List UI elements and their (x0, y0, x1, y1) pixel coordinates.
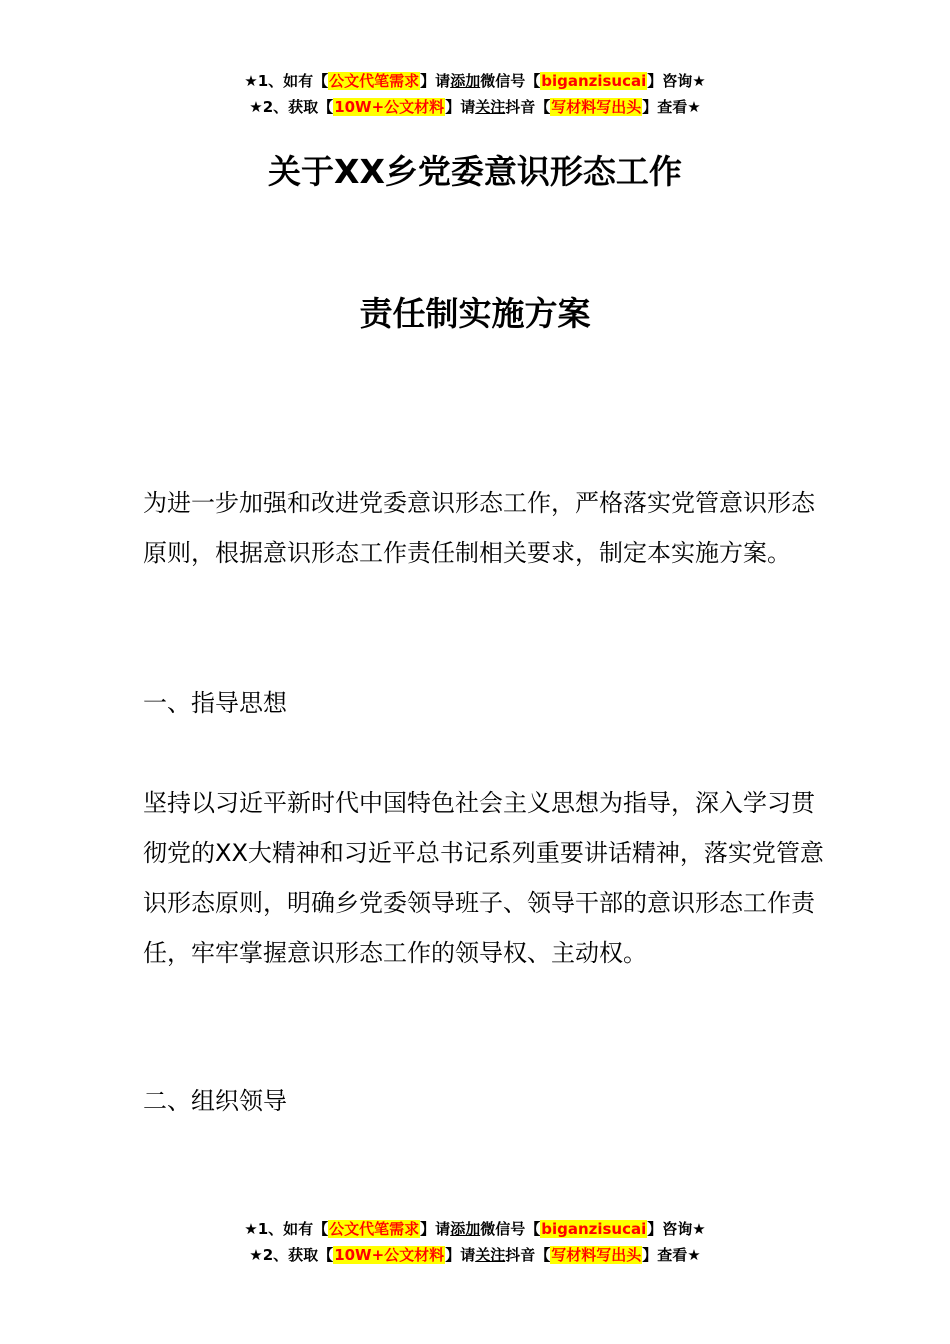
intro-paragraph: 为进一步加强和改进党委意识形态工作，严格落实党管意识形态原则，根据意识形态工作责任制相关要求，制定本实施方案。 (143, 489, 815, 567)
promo-emphasis: 添加 (450, 1220, 481, 1238)
promo-highlight: 10W+公文材料 (334, 98, 445, 116)
promo-text: ★1、如有【 (244, 72, 329, 90)
promo-banner-bottom (0, 1216, 950, 1268)
document-title-line-1: 关于XX乡党委意识形态工作 (268, 152, 682, 191)
section-paragraph-guiding-ideology: 坚持以习近平新时代中国特色社会主义思想为指导，深入学习贯彻党的XX大精神和习近平总书记系列重要讲话精神，落实党管意识形态原则，明确乡党委领导班子、领导干部的意识形态工作责任，牢牢掌握意识形态工作的领导权、主动权。 (143, 789, 824, 967)
promo-line-2 (0, 1242, 950, 1268)
promo-highlight: biganzisucai (541, 1220, 647, 1238)
promo-text: 微信号【 (480, 1220, 541, 1238)
promo-banner-top (0, 68, 950, 120)
promo-highlight: 公文代笔需求 (329, 1220, 420, 1238)
promo-text: ★2、获取【 (249, 1246, 334, 1264)
promo-line-1 (0, 1216, 950, 1242)
promo-text: 】查看★ (642, 98, 701, 116)
promo-text: ★2、获取【 (249, 98, 334, 116)
promo-text: 抖音【 (505, 1246, 551, 1264)
promo-line-1 (0, 68, 950, 94)
promo-highlight: 写材料写出头 (551, 98, 642, 116)
promo-text: 】请 (445, 98, 476, 116)
document-title-line-2: 责任制实施方案 (359, 294, 591, 333)
promo-emphasis: 关注 (475, 98, 506, 116)
promo-text: 】请 (420, 1220, 451, 1238)
promo-text: 抖音【 (505, 98, 551, 116)
promo-text: 】咨询★ (647, 72, 706, 90)
promo-text: 微信号【 (480, 72, 541, 90)
promo-text: ★1、如有【 (244, 1220, 329, 1238)
promo-text: 】请 (445, 1246, 476, 1264)
promo-text: 】请 (420, 72, 451, 90)
promo-highlight: 10W+公文材料 (334, 1246, 445, 1264)
promo-highlight: 公文代笔需求 (329, 72, 420, 90)
promo-text: 】咨询★ (647, 1220, 706, 1238)
promo-text: 】查看★ (642, 1246, 701, 1264)
promo-highlight: 写材料写出头 (551, 1246, 642, 1264)
section-heading-guiding-ideology: 一、指导思想 (143, 689, 287, 717)
promo-emphasis: 添加 (450, 72, 481, 90)
section-heading-organization: 二、组织领导 (143, 1087, 287, 1115)
promo-highlight: biganzisucai (541, 72, 647, 90)
promo-line-2 (0, 94, 950, 120)
promo-emphasis: 关注 (475, 1246, 506, 1264)
